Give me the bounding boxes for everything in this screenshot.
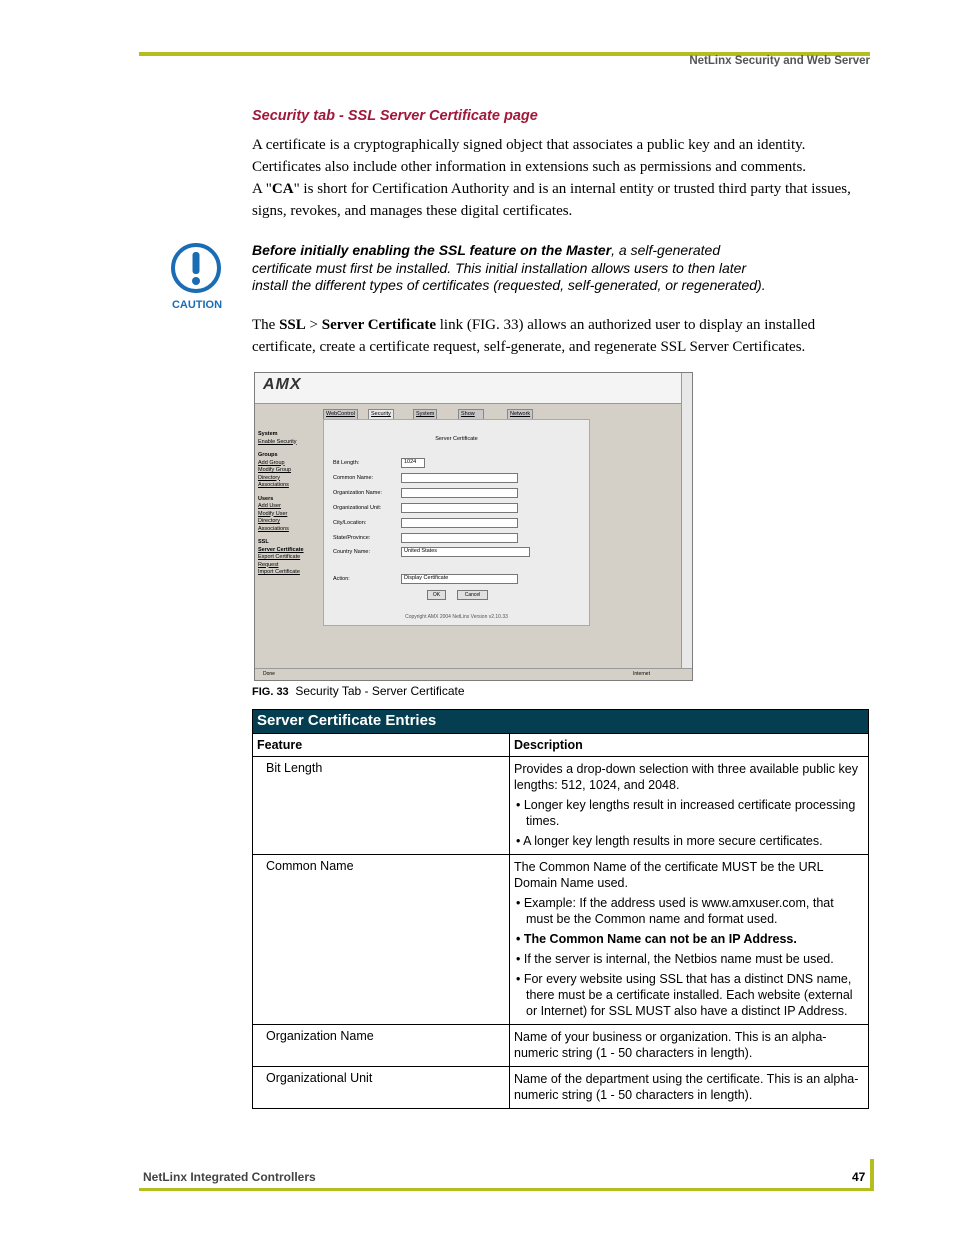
tab-network[interactable]: Network [507,409,533,420]
description-bullet: • Longer key lengths result in increased certificate processing times. [516,798,856,828]
figure-screenshot [254,372,693,681]
description-text: Name of the department using the certificate. This is an alpha-numeric string (1 - 50 characters in length). [514,1072,859,1102]
description-text: Name of your business or organization. This is an alpha-numeric string (1 - 50 characters in length). [514,1030,827,1060]
intro-line-2: Certificates also include other information in extensions such as permissions and comments. [252,159,807,175]
ssl-gt: > [305,317,322,333]
screenshot-statusbar [255,668,692,680]
description-cell [510,1067,869,1109]
server-certificate-table [252,709,869,1109]
description-cell [510,1025,869,1067]
screenshot-form-panel [323,419,590,626]
description-text: The Common Name of the certificate MUST be the URL Domain Name used. [514,860,824,890]
caution-icon [166,242,228,312]
caution-bold: Before initially enabling the SSL feature on the Master [252,242,612,258]
field-label-common-name: Common Name: [333,475,374,481]
country-select[interactable] [401,547,530,557]
ok-button[interactable]: OK [427,590,446,600]
amx-logo: AMX [263,376,302,393]
ca-prefix: A " [252,181,272,197]
copyright-text: Copyright AMX 2004 NetLinx Version v2.10.33 [405,614,508,620]
description-bullet: • If the server is internal, the Netbios name must be used. [516,952,834,966]
figure-caption [252,684,465,698]
sidebar-group-system: System [258,431,278,437]
status-internet: Internet [633,671,650,677]
feature-cell: Bit Length [253,757,510,855]
cancel-button[interactable]: Cancel [457,590,488,600]
field-label-country: Country Name: [333,549,370,555]
table-row [253,757,869,855]
sidebar-link-modify-user[interactable]: Modify User [258,510,288,517]
sidebar-group-groups: Groups [258,452,278,458]
ssl-term: SSL [279,317,306,333]
feature-cell: Organization Name [253,1025,510,1067]
sidebar-link-group-associations[interactable]: Associations [258,482,289,488]
description-text: Provides a drop-down selection with three available public key lengths: 512, 1024, and 2048. [514,762,858,792]
section-heading: Security tab - SSL Server Certificate page [252,108,538,124]
organization-name-input[interactable] [401,488,518,498]
table-row [253,1067,869,1109]
screenshot-scrollbar[interactable] [681,373,692,668]
caution-rest: , a self-generated certificate must first be installed. This initial installation allows users to then later install the different types of certificates (requested, self-generated, or regenerated). [252,242,766,293]
ssl-paragraph [252,314,872,358]
figure-caption-text: Security Tab - Server Certificate [295,684,465,698]
figure-label: FIG. 33 [252,686,289,698]
field-label-organization-name: Organization Name: [333,490,382,496]
tab-webcontrol[interactable]: WebControl [323,409,358,420]
action-value: Display Certificate [404,575,449,581]
sidebar-link-modify-group[interactable]: Modify Group [258,467,292,473]
organizational-unit-input[interactable] [401,503,518,513]
field-label-action: Action: [333,576,350,582]
state-input[interactable] [401,533,518,543]
description-bullet: • Example: If the address used is www.amxuser.com, that must be the Common name and format used. [516,896,834,926]
description-cell [510,855,869,1025]
status-done: Done [263,671,275,677]
intro-paragraph [252,134,872,222]
table-row [253,1025,869,1067]
intro-line-1: A certificate is a cryptographically signed object that associates a public key and an identity. [252,137,806,153]
description-bullet: • For every website using SSL that has a distinct DNS name, there must be a certificate installed. Each website (external or Internet) for SSL MUST also have a distinct IP Address. [516,972,853,1018]
sidebar-link-user-directory[interactable]: Directory [258,518,281,524]
sidebar-link-add-group[interactable]: Add Group [258,459,285,466]
col-header-feature: Feature [253,734,510,757]
tab-security[interactable]: Security [368,409,394,420]
feature-cell: Organizational Unit [253,1067,510,1109]
panel-title: Server Certificate [435,436,478,442]
sidebar-group-ssl: SSL [258,539,269,545]
ssl-the: The [252,317,280,333]
field-label-bit-length: Bit Length: [333,460,360,466]
footer-rule [139,1188,874,1191]
caution-note [252,242,772,295]
footer-title: NetLinx Integrated Controllers [143,1170,316,1184]
sidebar-link-server-certificate[interactable]: Server Certificate [258,546,304,553]
page-number: 47 [852,1170,866,1184]
field-label-state: State/Province: [333,535,371,541]
ssl-rest: link (FIG. 33) allows an authorized user to display an installed certificate, create a certificate request, self-generate, and regenerate SSL Server Certificates. [252,317,816,355]
description-bullet: • The Common Name can not be an IP Address. [516,932,797,946]
footer-rule-vertical [870,1159,874,1191]
bit-length-value: 1024 [404,459,417,465]
screenshot-sidebar [258,427,328,577]
feature-cell: Common Name [253,855,510,1025]
tab-show-devices[interactable]: Show [458,409,484,420]
sidebar-link-user-associations[interactable]: Associations [258,525,289,532]
description-cell [510,757,869,855]
field-label-city: City/Location: [333,520,367,526]
description-bullet: • A longer key length results in more secure certificates. [516,834,823,848]
bit-length-select[interactable] [401,458,425,468]
sidebar-link-group-directory[interactable]: Directory [258,474,281,481]
ca-definition: " is short for Certification Authority and is an internal entity or trusted third party that issues, signs, revokes, and manages these digital certificates. [252,181,851,219]
ca-paragraph [252,178,872,222]
tab-system[interactable]: System [413,409,437,420]
common-name-input[interactable] [401,473,518,483]
table-caption: Server Certificate Entries [253,710,869,734]
col-header-description: Description [510,734,869,757]
city-input[interactable] [401,518,518,528]
field-label-organizational-unit: Organizational Unit: [333,505,382,511]
screenshot-titlebar [255,373,681,404]
sidebar-group-users: Users [258,495,274,502]
sidebar-link-import-certificate[interactable]: Import Certificate [258,569,300,575]
sidebar-link-export-certificate[interactable]: Export Certificate [258,554,301,560]
action-select[interactable] [401,574,518,584]
sidebar-link-request[interactable]: Request [258,561,279,568]
sidebar-link-add-user[interactable]: Add User [258,503,281,509]
sidebar-link-enable-security[interactable]: Enable Security [258,438,297,445]
running-head: NetLinx Security and Web Server [689,55,870,67]
caution-label: CAUTION [171,299,223,311]
table-row [253,855,869,1025]
country-value: United States [404,548,438,554]
ca-term: CA [271,181,294,197]
server-certificate-term: Server Certificate [321,317,436,333]
